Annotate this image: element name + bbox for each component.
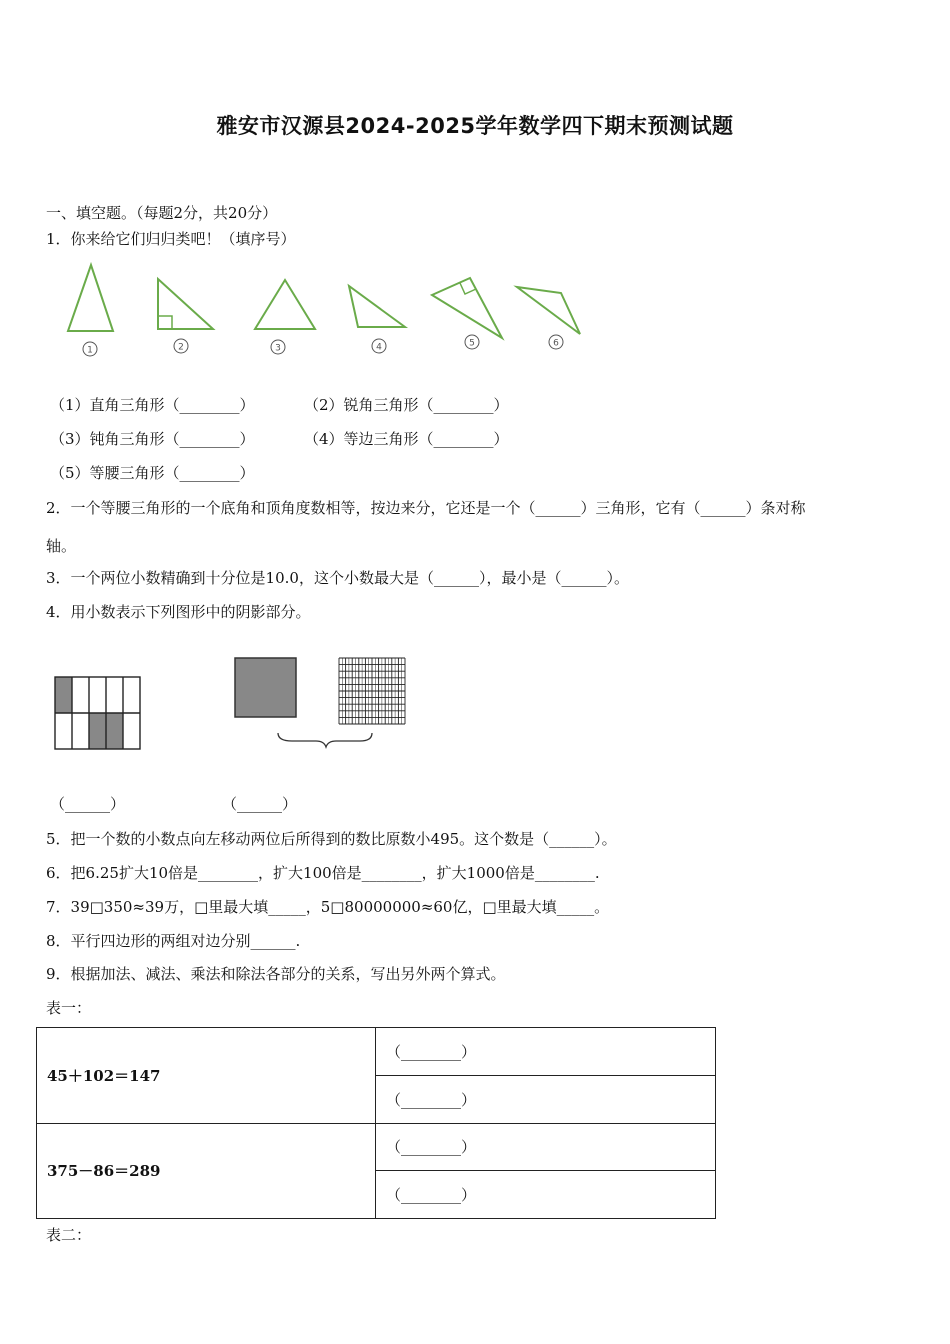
- label-3: 3: [275, 343, 281, 354]
- right-angle-mark-2: [158, 316, 172, 329]
- question-7: 7．39□350≈39万，□里最大填_____，5□80000000≈60亿，□里最大填_____。: [46, 898, 610, 916]
- answer-cell: （________）: [376, 1028, 716, 1076]
- question-8: 8．平行四边形的两组对边分别______.: [46, 932, 301, 950]
- triangle-6: [517, 287, 580, 334]
- table-2-label: 表二：: [46, 1226, 92, 1244]
- answer-cell: （________）: [376, 1075, 716, 1123]
- triangle-3: [255, 280, 315, 329]
- triangle-4: [349, 286, 405, 327]
- triangle-2: [158, 279, 213, 329]
- equation-cell: 45＋102＝147: [37, 1028, 376, 1124]
- table-1-label: 表一：: [46, 999, 92, 1017]
- label-2: 2: [178, 342, 184, 353]
- label-4: 4: [376, 342, 382, 353]
- answer-isosceles-triangle: （5）等腰三角形（________）: [50, 464, 255, 482]
- answer-equilateral-triangle: （4）等边三角形（________）: [304, 430, 509, 448]
- answer-acute-triangle: （2）锐角三角形（________）: [304, 396, 509, 414]
- label-5: 5: [469, 338, 475, 349]
- relation-table: [36, 1027, 716, 1219]
- hundred-grid-figure: [232, 655, 412, 755]
- answer-right-triangle: （1）直角三角形（________）: [50, 396, 255, 414]
- label-1: 1: [87, 345, 93, 356]
- question-4-blank-2: （______）: [222, 795, 298, 813]
- question-3: 3．一个两位小数精确到十分位是10.0，这个小数最大是（______），最小是（______）。: [46, 569, 629, 587]
- triangle-5: [432, 278, 502, 338]
- question-4-blank-1: （______）: [50, 795, 126, 813]
- section-heading: 一、填空题。（每题2分，共20分）: [46, 204, 278, 222]
- question-9: 9．根据加法、减法、乘法和除法各部分的关系，写出另外两个算式。: [46, 965, 506, 983]
- table-row: [37, 1028, 716, 1076]
- question-6: 6．把6.25扩大10倍是________，扩大100倍是________，扩大1000倍是________.: [46, 864, 600, 882]
- question-1: 1．你来给它们归归类吧！（填序号）: [46, 230, 296, 248]
- triangle-1: [68, 265, 113, 331]
- answer-cell: （________）: [376, 1123, 716, 1171]
- triangles-figure: [55, 258, 595, 363]
- page-title: 雅安市汉源县2024-2025学年数学四下期末预测试题: [216, 114, 734, 138]
- answer-cell: （________）: [376, 1171, 716, 1219]
- label-6: 6: [553, 338, 559, 349]
- table-row: [37, 1123, 716, 1171]
- question-2-line1: 2．一个等腰三角形的一个底角和顶角度数相等，按边来分，它还是一个（______）三角形，它有（______）条对称: [46, 499, 806, 517]
- question-5: 5．把一个数的小数点向左移动两位后所得到的数比原数小495。这个数是（______）。: [46, 830, 617, 848]
- equation-cell: 375－86＝289: [37, 1123, 376, 1219]
- question-2-line2: 轴。: [46, 537, 77, 555]
- question-4: 4．用小数表示下列图形中的阴影部分。: [46, 603, 311, 621]
- answer-obtuse-triangle: （3）钝角三角形（________）: [50, 430, 255, 448]
- fraction-grid-figure: [54, 676, 142, 752]
